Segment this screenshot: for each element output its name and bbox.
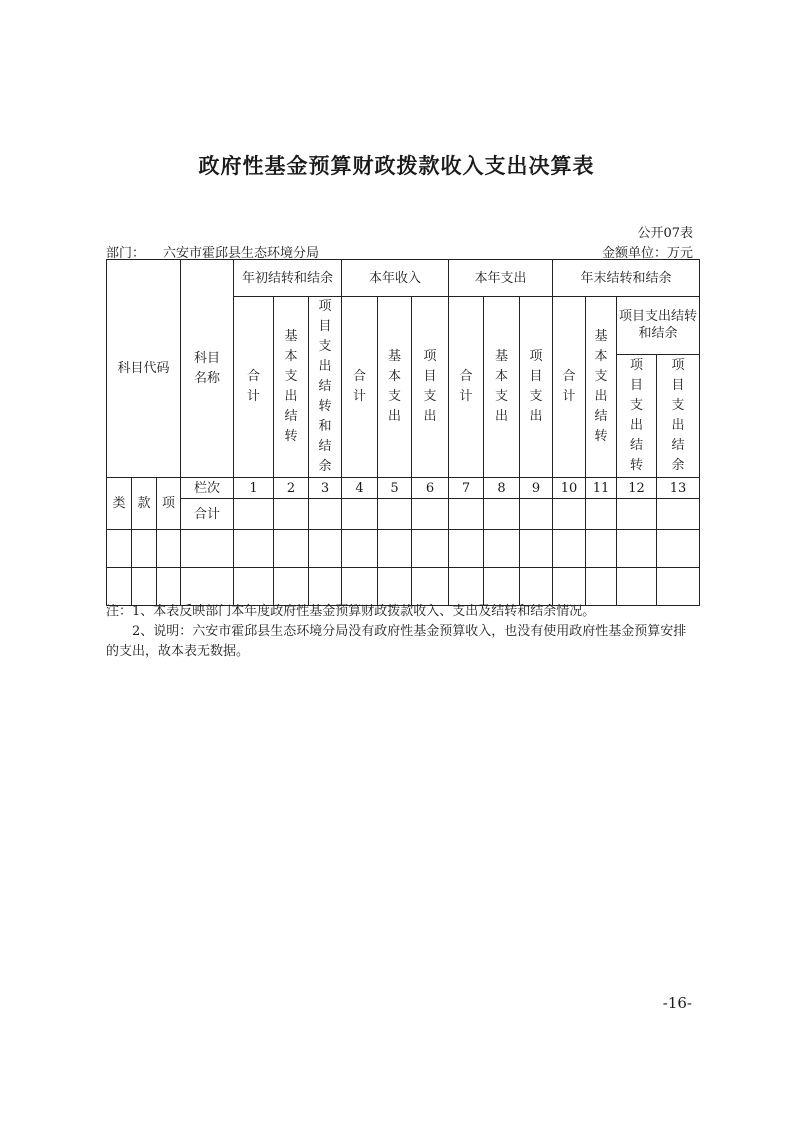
table-cell [378,530,412,568]
department-name: 六安市霍邱县生态环境分局 [163,246,320,261]
notes [106,602,698,662]
department-label: 部门： [106,246,146,261]
table-cell [342,568,378,606]
table-cell [484,568,520,606]
header-end-basic-carryover [586,297,617,478]
table-cell [181,530,234,568]
header-income-total [342,297,378,478]
header-text: 基本支出 [388,349,402,424]
table-cell [274,568,309,606]
header-begin-basic-carryover [274,297,309,478]
header-current-expense: 本年支出 [449,260,553,297]
table-cell [657,530,700,568]
column-number-cell: 13 [657,478,700,499]
table-cell [586,568,617,606]
header-text: 合计 [353,369,367,404]
column-index-label: 栏次 [181,478,234,499]
table-cell [484,499,520,530]
page-title: 政府性基金预算财政拨款收入支出决算表 [198,154,595,178]
header-income-basic [378,297,412,478]
header-xiang: 项 [157,478,181,530]
table-cell [181,568,234,606]
amount-unit: 金额单位：万元 [601,246,693,261]
table-cell [309,530,342,568]
header-text: 项目支出 [423,349,437,424]
fund-budget-table [106,259,700,606]
table-cell [342,499,378,530]
table-cell [657,568,700,606]
header-text: 项目支出结转和结余 [619,308,698,341]
table-cell [234,530,274,568]
column-number-cell: 3 [309,478,342,499]
total-row-label: 合计 [181,499,234,530]
header-text: 基本支出 [495,349,509,424]
header-text: 合计 [247,369,261,404]
table-cell [157,530,181,568]
table-cell [553,499,586,530]
header-end-balance: 年末结转和结余 [553,260,700,297]
table-cell [309,568,342,606]
table-cell [132,530,157,568]
table-cell [520,499,553,530]
table-cell [107,530,132,568]
header-current-income: 本年收入 [342,260,449,297]
column-number-cell: 11 [586,478,617,499]
header-expense-total [449,297,484,478]
table-cell [657,499,700,530]
header-expense-project [520,297,553,478]
header-text: 项目支出结转 [630,357,644,473]
column-number-cell: 12 [617,478,657,499]
table-cell [157,568,181,606]
column-number-cell: 7 [449,478,484,499]
header-kuan: 款 [132,478,157,530]
table-cell [520,568,553,606]
table-row [107,530,700,568]
table-cell [553,530,586,568]
header-end-project-group [617,297,700,355]
table-cell [449,499,484,530]
header-end-total [553,297,586,478]
table-cell [617,568,657,606]
table-cell [617,530,657,568]
table-cell [378,568,412,606]
header-text: 科目名称 [194,350,221,386]
column-number-cell: 9 [520,478,553,499]
table-cell [378,499,412,530]
table-cell [132,568,157,606]
header-text: 基本支出结转 [594,329,608,444]
table-cell [412,499,449,530]
table-cell [484,530,520,568]
header-end-project-balance [657,354,700,477]
table-cell [449,530,484,568]
page-number: -16- [662,994,692,1012]
table-cell [234,499,274,530]
table-cell [342,530,378,568]
table-cell [274,530,309,568]
column-number-cell: 10 [553,478,586,499]
header-text: 项目支出结转和结余 [318,299,332,474]
header-lei: 类 [107,478,132,530]
note-2: 2、说明：六安市霍邱县生态环境分局没有政府性基金预算收入，也没有使用政府性基金预算安排的支出，故本表无数据。 [106,624,687,659]
header-income-project [412,297,449,478]
table-cell [520,530,553,568]
header-begin-total [234,297,274,478]
header-subject-code: 科目代码 [107,260,181,478]
column-number-cell: 4 [342,478,378,499]
header-expense-basic [484,297,520,478]
table-cell [617,499,657,530]
table-cell [234,568,274,606]
header-text: 合计 [459,369,473,404]
header-begin-project [309,297,342,478]
table-cell [107,568,132,606]
table-cell [553,568,586,606]
header-text: 年初结转和结余 [242,270,334,286]
header-subject-name [181,260,234,478]
header-text: 基本支出结转 [284,329,298,444]
column-number-cell: 8 [484,478,520,499]
table-cell [586,499,617,530]
table-cell [449,568,484,606]
table-cell [274,499,309,530]
table-cell [309,499,342,530]
table-cell [412,530,449,568]
header-text: 项目支出结余 [671,357,685,473]
column-number-cell: 6 [412,478,449,499]
table-cell [412,568,449,606]
header-end-project-carryover [617,354,657,477]
table-row [107,568,700,606]
column-number-cell: 1 [234,478,274,499]
column-number-cell: 2 [274,478,309,499]
header-begin-balance [234,260,342,297]
note-1: 注：1、本表反映部门本年度政府性基金预算财政拨款收入、支出及结转和结余情况。 [106,604,596,619]
header-text: 合计 [562,369,576,404]
form-number: 公开07表 [637,226,693,241]
header-text: 项目支出 [529,349,543,424]
table-cell [586,530,617,568]
column-number-cell: 5 [378,478,412,499]
